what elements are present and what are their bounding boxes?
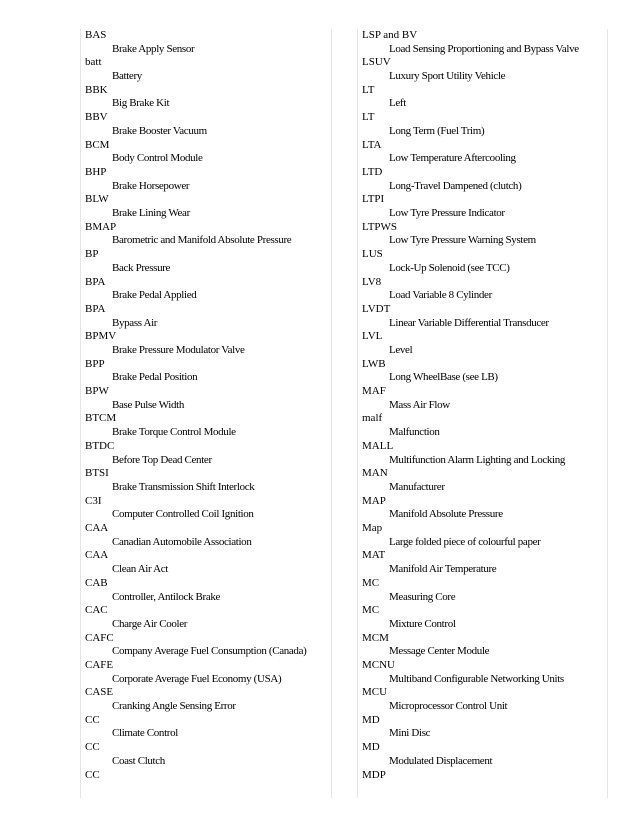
abbreviation-term: BAS bbox=[85, 29, 107, 41]
glossary-entry bbox=[358, 686, 607, 713]
glossary-entry bbox=[81, 412, 331, 439]
abbreviation-term: LTPWS bbox=[362, 220, 398, 233]
glossary-entry bbox=[358, 385, 607, 412]
abbreviation-term: CAA bbox=[85, 522, 109, 535]
abbreviation-definition: Body Control Module bbox=[112, 152, 203, 165]
abbreviation-term: BLW bbox=[85, 193, 109, 206]
glossary-entry bbox=[81, 495, 331, 522]
abbreviation-definition: Brake Torque Control Module bbox=[112, 426, 236, 439]
abbreviation-term: MDP bbox=[362, 768, 386, 781]
abbreviation-definition: Low Tyre Pressure Indicator bbox=[389, 207, 505, 220]
glossary-entry bbox=[358, 193, 607, 220]
abbreviation-definition: Brake Booster Vacuum bbox=[112, 124, 207, 137]
abbreviation-definition: Load Variable 8 Cylinder bbox=[389, 289, 492, 302]
abbreviation-term: MC bbox=[362, 604, 380, 617]
glossary-entry bbox=[81, 166, 331, 193]
glossary-entry bbox=[358, 248, 607, 275]
abbreviation-definition: Large folded piece of colourful paper bbox=[389, 535, 541, 548]
abbreviation-term: MD bbox=[362, 741, 380, 754]
glossary-entry bbox=[358, 84, 607, 111]
glossary-entry bbox=[81, 358, 331, 385]
glossary-entry bbox=[81, 741, 331, 768]
glossary-entry bbox=[358, 440, 607, 467]
glossary-entry bbox=[81, 467, 331, 494]
abbreviation-definition: Controller, Antilock Brake bbox=[112, 590, 221, 603]
glossary-entry bbox=[358, 412, 607, 439]
abbreviation-definition: Company Average Fuel Consumption (Canada) bbox=[112, 645, 307, 658]
glossary-entry bbox=[358, 139, 607, 166]
abbreviation-term: MAN bbox=[362, 467, 388, 480]
abbreviation-term: LT bbox=[362, 83, 375, 96]
abbreviation-definition: Coast Clutch bbox=[112, 754, 165, 767]
abbreviation-term: BBK bbox=[85, 83, 108, 96]
abbreviation-definition: Left bbox=[389, 97, 406, 110]
abbreviation-definition: Low Temperature Aftercooling bbox=[389, 152, 516, 165]
glossary-entry bbox=[358, 276, 607, 303]
glossary-entry bbox=[81, 686, 331, 713]
glossary-entry bbox=[81, 659, 331, 686]
abbreviation-definition: Brake Transmission Shift Interlock bbox=[112, 480, 255, 493]
abbreviation-term: malf bbox=[362, 412, 383, 425]
abbreviation-definition: Computer Controlled Coil Ignition bbox=[112, 508, 254, 521]
abbreviation-term: BTSI bbox=[85, 467, 109, 480]
abbreviation-term: MAF bbox=[362, 385, 386, 398]
glossary-entry bbox=[81, 577, 331, 604]
abbreviation-definition: Big Brake Kit bbox=[112, 97, 170, 110]
abbreviation-definition: Barometric and Manifold Absolute Pressure bbox=[112, 234, 292, 247]
abbreviation-term: MD bbox=[362, 713, 380, 726]
abbreviation-definition: Message Center Module bbox=[389, 645, 490, 658]
glossary-entry bbox=[81, 385, 331, 412]
abbreviation-term: BTDC bbox=[85, 439, 115, 452]
abbreviation-term: LSUV bbox=[362, 56, 391, 69]
abbreviation-term: BCM bbox=[85, 138, 110, 151]
glossary-entry bbox=[81, 84, 331, 111]
abbreviation-term: MAP bbox=[362, 494, 386, 507]
glossary-entry bbox=[81, 248, 331, 275]
abbreviation-definition: Brake Lining Wear bbox=[112, 207, 190, 220]
abbreviation-definition: Brake Apply Sensor bbox=[112, 42, 195, 55]
glossary-entry bbox=[358, 56, 607, 83]
abbreviation-term: LVDT bbox=[362, 302, 391, 315]
glossary-entry bbox=[81, 522, 331, 549]
abbreviation-term: CAB bbox=[85, 576, 108, 589]
abbreviation-term: CAFE bbox=[85, 658, 114, 671]
abbreviation-term: BTCM bbox=[85, 412, 117, 425]
abbreviation-term: batt bbox=[85, 56, 102, 69]
abbreviation-term: BPMV bbox=[85, 330, 117, 343]
abbreviation-definition: Manifold Air Temperature bbox=[389, 563, 497, 576]
abbreviation-definition: Luxury Sport Utility Vehicle bbox=[389, 70, 506, 83]
abbreviation-definition: Bypass Air bbox=[112, 316, 158, 329]
abbreviation-definition: Cranking Angle Sensing Error bbox=[112, 700, 236, 713]
abbreviation-term: LV8 bbox=[362, 275, 382, 288]
abbreviation-definition: Load Sensing Proportioning and Bypass Valve bbox=[389, 42, 579, 55]
glossary-entry bbox=[358, 495, 607, 522]
abbreviation-definition: Measuring Core bbox=[389, 590, 456, 603]
glossary-entry bbox=[81, 604, 331, 631]
abbreviation-term: LTD bbox=[362, 165, 383, 178]
abbreviation-term: CAC bbox=[85, 604, 108, 617]
abbreviation-term: CC bbox=[85, 768, 100, 781]
abbreviation-definition: Manufacturer bbox=[389, 480, 445, 493]
abbreviation-definition: Long Term (Fuel Trim) bbox=[389, 124, 485, 137]
abbreviation-term: MCNU bbox=[362, 658, 396, 671]
glossary-entry bbox=[81, 276, 331, 303]
glossary-entry bbox=[358, 769, 607, 796]
abbreviation-term: MCM bbox=[362, 631, 389, 644]
abbreviation-term: MAT bbox=[362, 549, 386, 562]
abbreviation-definition: Brake Pressure Modulator Valve bbox=[112, 343, 245, 356]
abbreviation-term: LUS bbox=[362, 248, 383, 261]
glossary-entry bbox=[81, 193, 331, 220]
abbreviation-definition: Lock-Up Solenoid (see TCC) bbox=[389, 261, 510, 274]
glossary-entry bbox=[81, 440, 331, 467]
glossary-column-right bbox=[357, 29, 608, 798]
abbreviation-definition: Before Top Dead Center bbox=[112, 453, 212, 466]
glossary-entry bbox=[81, 29, 331, 56]
abbreviation-definition: Climate Control bbox=[112, 727, 178, 740]
abbreviation-definition: Brake Pedal Position bbox=[112, 371, 198, 384]
glossary-entry bbox=[81, 714, 331, 741]
abbreviation-term: BP bbox=[85, 248, 99, 261]
glossary-entry bbox=[358, 714, 607, 741]
abbreviation-definition: Multifunction Alarm Lighting and Locking bbox=[389, 453, 566, 466]
abbreviation-definition: Brake Horsepower bbox=[112, 179, 190, 192]
glossary-entry bbox=[358, 522, 607, 549]
abbreviation-definition: Multiband Configurable Networking Units bbox=[389, 672, 564, 685]
abbreviation-term: BPW bbox=[85, 385, 109, 398]
glossary-entry bbox=[358, 111, 607, 138]
abbreviation-definition: Battery bbox=[112, 70, 142, 83]
glossary-entry bbox=[358, 741, 607, 768]
abbreviation-term: MC bbox=[362, 576, 380, 589]
abbreviation-definition: Long-Travel Dampened (clutch) bbox=[389, 179, 522, 192]
glossary-entry bbox=[81, 632, 331, 659]
abbreviation-definition: Long WheelBase (see LB) bbox=[389, 371, 498, 384]
glossary-entry bbox=[358, 29, 607, 56]
glossary-entry bbox=[81, 111, 331, 138]
abbreviation-term: CAA bbox=[85, 549, 109, 562]
abbreviation-definition: Manifold Absolute Pressure bbox=[389, 508, 503, 521]
abbreviation-term: BPA bbox=[85, 302, 106, 315]
glossary-entry bbox=[358, 166, 607, 193]
abbreviation-definition: Base Pulse Width bbox=[112, 398, 184, 411]
abbreviation-definition: Linear Variable Differential Transducer bbox=[389, 316, 549, 329]
glossary-entry bbox=[358, 549, 607, 576]
glossary-entry bbox=[81, 221, 331, 248]
abbreviation-term: BPA bbox=[85, 275, 106, 288]
abbreviation-term: LTA bbox=[362, 138, 382, 151]
abbreviation-definition: Low Tyre Pressure Warning System bbox=[389, 234, 536, 247]
glossary-entry bbox=[81, 549, 331, 576]
abbreviation-term: BBV bbox=[85, 111, 108, 124]
glossary-entry bbox=[358, 659, 607, 686]
abbreviation-definition: Mini Disc bbox=[389, 727, 431, 740]
glossary-entry bbox=[358, 221, 607, 248]
glossary-column-left bbox=[80, 29, 332, 798]
abbreviation-term: MCU bbox=[362, 686, 388, 699]
abbreviation-term: Map bbox=[362, 522, 383, 535]
abbreviation-definition: Brake Pedal Applied bbox=[112, 289, 197, 302]
abbreviation-definition: Corporate Average Fuel Economy (USA) bbox=[112, 672, 282, 685]
abbreviation-definition: Malfunction bbox=[389, 426, 440, 439]
abbreviation-definition: Modulated Displacement bbox=[389, 754, 493, 767]
glossary-entry bbox=[358, 632, 607, 659]
abbreviation-term: LWB bbox=[362, 357, 386, 370]
glossary-entry bbox=[358, 303, 607, 330]
abbreviation-definition: Charge Air Cooler bbox=[112, 617, 188, 630]
abbreviation-definition: Level bbox=[389, 343, 413, 356]
abbreviation-term: CAFC bbox=[85, 631, 114, 644]
abbreviation-term: BPP bbox=[85, 357, 105, 370]
glossary-entry bbox=[81, 303, 331, 330]
abbreviation-definition: Mass Air Flow bbox=[389, 398, 450, 411]
abbreviation-definition: Back Pressure bbox=[112, 261, 171, 274]
abbreviation-term: LTPI bbox=[362, 193, 385, 206]
glossary-entry bbox=[81, 139, 331, 166]
abbreviation-term: LSP and BV bbox=[362, 29, 418, 41]
abbreviation-term: CC bbox=[85, 741, 100, 754]
abbreviation-definition: Mixture Control bbox=[389, 617, 456, 630]
glossary-entry bbox=[358, 467, 607, 494]
glossary-entry bbox=[358, 577, 607, 604]
abbreviation-term: C3I bbox=[85, 494, 102, 507]
abbreviation-term: LT bbox=[362, 111, 375, 124]
abbreviation-term: MALL bbox=[362, 439, 394, 452]
abbreviation-definition: Clean Air Act bbox=[112, 563, 168, 576]
glossary-entry bbox=[81, 769, 331, 796]
abbreviation-term: CC bbox=[85, 713, 100, 726]
glossary-entry bbox=[358, 330, 607, 357]
abbreviation-term: BHP bbox=[85, 165, 107, 178]
abbreviation-definition: Microprocessor Control Unit bbox=[389, 700, 508, 713]
glossary-entry bbox=[81, 56, 331, 83]
abbreviation-term: BMAP bbox=[85, 220, 117, 233]
abbreviation-term: LVL bbox=[362, 330, 383, 343]
abbreviation-term: CASE bbox=[85, 686, 114, 699]
abbreviation-definition: Canadian Automobile Association bbox=[112, 535, 252, 548]
glossary-entry bbox=[81, 330, 331, 357]
glossary-entry bbox=[358, 358, 607, 385]
glossary-entry bbox=[358, 604, 607, 631]
